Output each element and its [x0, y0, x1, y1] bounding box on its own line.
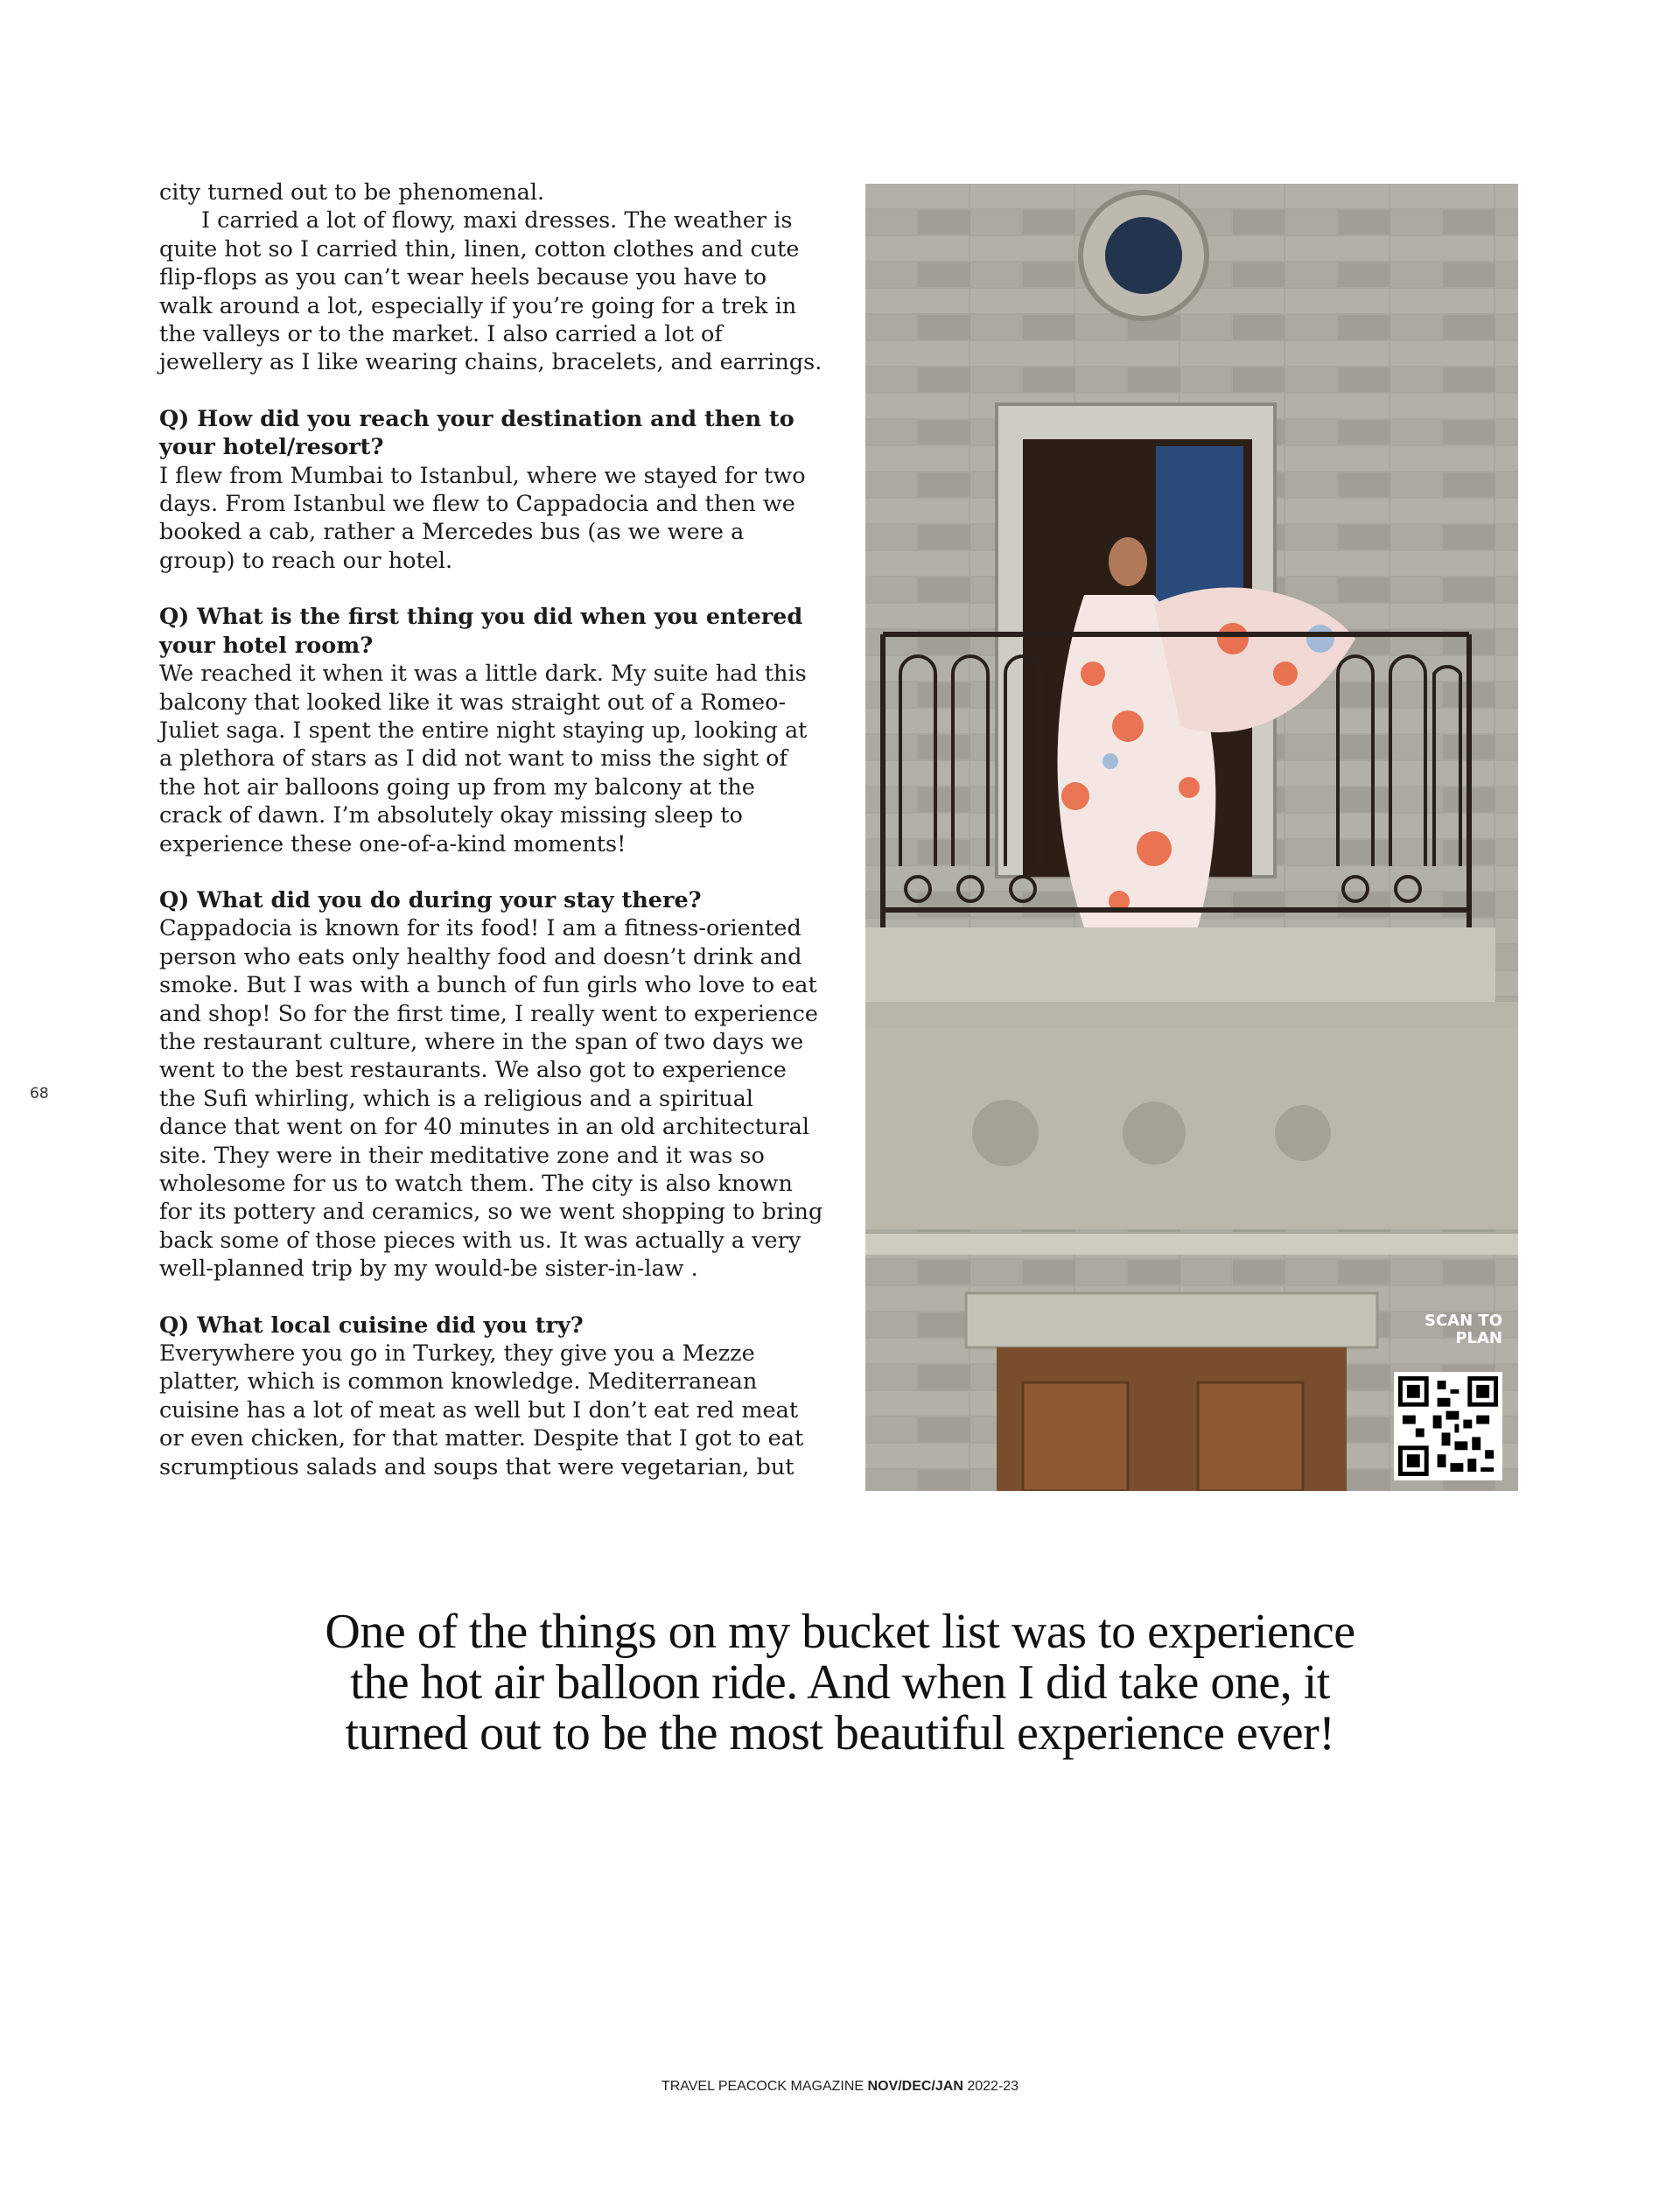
article-body — [159, 178, 824, 1481]
magazine-name: TRAVEL PEACOCK MAGAZINE — [661, 2079, 864, 2094]
footer — [0, 2079, 1680, 2095]
pull-quote: One of the things on my bucket list was to experience the hot air balloon ride. And when I did take one, it turned out to be the most beautiful experience ever! — [325, 1605, 1355, 1760]
intro-paragraph: city turned out to be phenomenal. — [159, 179, 545, 206]
qa-block — [159, 886, 824, 1284]
qr-code[interactable] — [1394, 1372, 1502, 1480]
page-number: 68 — [30, 1085, 49, 1102]
answer: We reached it when it was a little dark. My suite had this balcony that looked like it was straight out of a Romeo-Juliet saga. I spent the entire night staying up, looking at a plethora of stars as I did not want to miss the sight of the hot air balloons going up from my balcony at the crack of dawn. I’m absolutely okay missing sleep to experience these one-of-a-kind moments! — [159, 661, 808, 857]
issue-year: 2022-23 — [967, 2079, 1019, 2094]
issue-months: NOV/DEC/JAN — [867, 2079, 963, 2094]
answer: Cappadocia is known for its food! I am a fitness-oriented person who eats only healthy food and doesn’t drink and smoke. But I was with a bunch of fun girls who love to eat and shop! So for the first time, I really went to experience the restaurant culture, where in the span of two days we went to the best restaurants. We also got to experience the Sufi whirling, which is a religious and a spiritual dance that went on for 40 minutes in an old architectural site. They were in their meditative zone and it was so wholesome for us to watch them. The city is also known for its pottery and ceramics, so we went shopping to bring back some of those pieces with us. It was actually a very well-planned trip by my would-be sister-in-law . — [159, 915, 823, 1283]
qa-block — [159, 405, 824, 575]
question: Q) What local cuisine did you try? — [159, 1312, 584, 1339]
qa-block — [159, 1312, 824, 1481]
qr-code-icon — [1394, 1372, 1502, 1480]
packing-paragraph: I carried a lot of flowy, maxi dresses. The weather is quite hot so I carried thin, linen, cotton clothes and cute flip-flops as you can’t wear heels because you have to walk around a lot, especially if you’re going for a trek in the valleys or to the market. I also carried a lot of jewellery as I like wearing chains, bracelets, and earrings. — [159, 207, 822, 376]
question: Q) What is the first thing you did when you entered your hotel room? — [159, 604, 803, 659]
question: Q) How did you reach your destination and then to your hotel/resort? — [159, 405, 794, 461]
qa-block — [159, 603, 824, 858]
answer: Everywhere you go in Turkey, they give you a Mezze platter, which is common knowledge. Mediterranean cuisine has a lot of meat as well but I don’t eat red meat or even chicken, for that matter. Despite that I got to eat scrumptious salads and soups that were vegetarian, but — [159, 1340, 804, 1480]
question: Q) What did you do during your stay there? — [159, 886, 702, 913]
balcony-illustration — [865, 184, 1518, 1491]
balcony-photo — [865, 184, 1518, 1491]
answer: I flew from Mumbai to Istanbul, where we stayed for two days. From Istanbul we flew to Cappadocia and then we booked a cab, rather a Mercedes bus (as we were a group) to reach our hotel. — [159, 462, 806, 574]
scan-to-plan-label: SCAN TO PLAN — [1424, 1312, 1502, 1347]
